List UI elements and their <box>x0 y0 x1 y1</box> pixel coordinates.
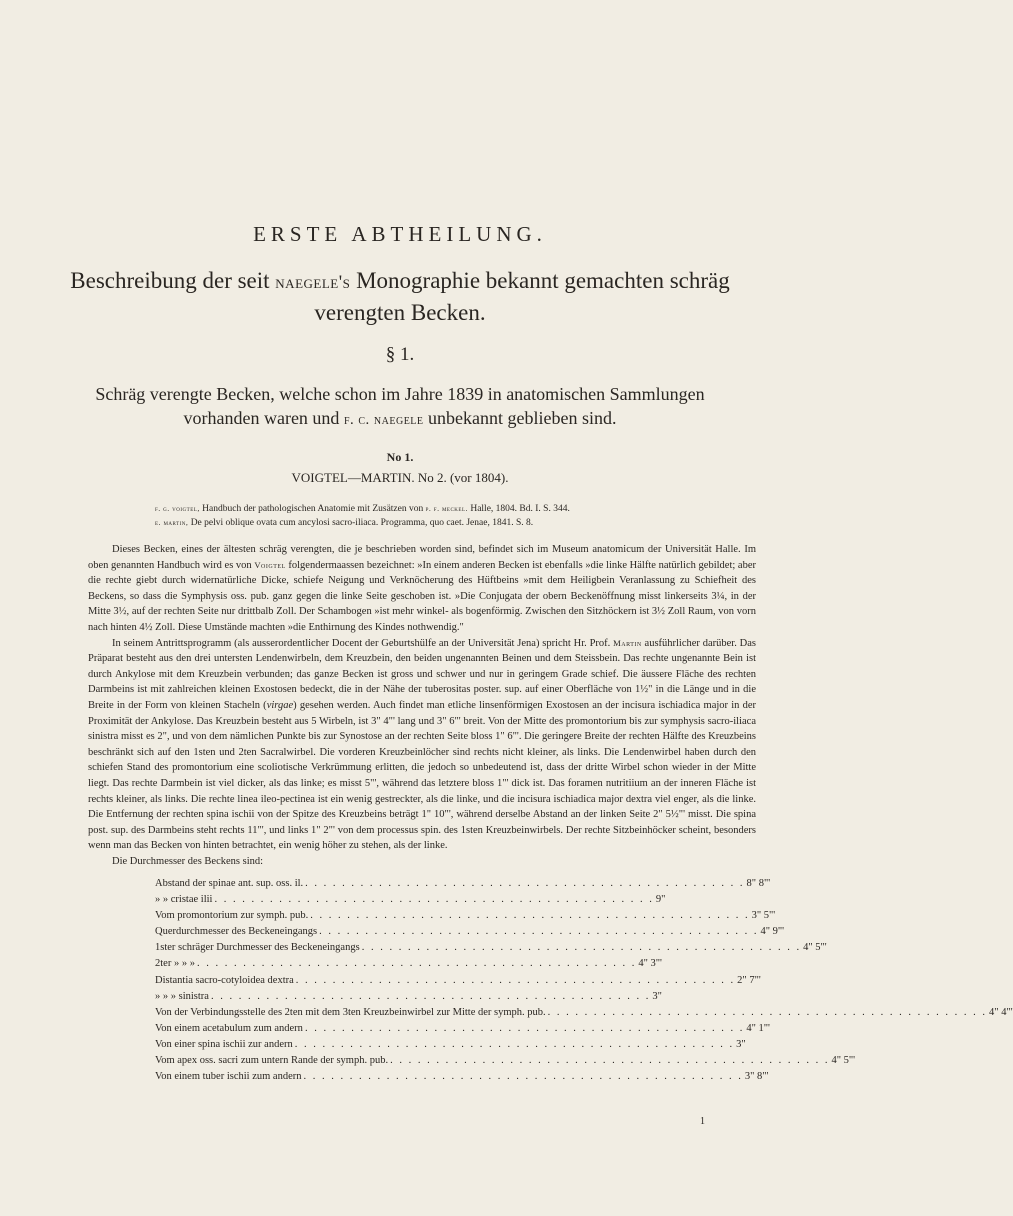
measurement-row <box>155 973 761 989</box>
measurement-value: 3" 5"' <box>751 910 776 922</box>
leader-dots: . . . . . . . . . . . . . . . . . . . . . . . . . . . . . . . . . . . . . . . . . . . . . . . . <box>547 1006 988 1018</box>
main-title-text-end: Monographie bekannt gemachten schräg verengten Becken. <box>314 268 730 325</box>
leader-dots: . . . . . . . . . . . . . . . . . . . . . . . . . . . . . . . . . . . . . . . . . . . . . . . . <box>319 926 759 938</box>
entry-number: No 1. <box>386 450 414 464</box>
measurement-row <box>155 908 776 924</box>
measurement-label: Von einer spina ischii zur andern <box>155 1038 293 1050</box>
measurement-label: Vom promontorium zur symph. pub. <box>155 910 309 922</box>
measurement-value: 3" 8"' <box>744 1071 769 1083</box>
leader-dots: . . . . . . . . . . . . . . . . . . . . . . . . . . . . . . . . . . . . . . . . . . . . . . . . <box>304 1022 745 1034</box>
reference-text: De pelvi oblique ovata cum ancylosi sacro-iliaca. Programma, quo caet. Jenae, 1841. S. 8. <box>188 518 534 528</box>
paragraph <box>88 636 756 854</box>
subtitle-text-end: unbekannt geblieben sind. <box>423 408 617 428</box>
measurement-label: 1ster schräger Durchmesser des Beckeneingangs <box>155 942 360 954</box>
measurements-list <box>155 876 1013 1085</box>
paragraph-text: folgendermaassen bezeichnet: »In einem anderen Becken ist ebenfalls »die linke Hälfte natürlich gebildet; aber die rechte giebt durch widernatürliche Dicke, schiefe Neigung und Verknöcherung des Hüftbeins »mit dem Heiligbein Veranlassung zu Schiefheit des Beckens, so dass die Symphysis oss. pub. ganz gegen die linke Seite geschoben ist. »Die Conjugata der obern Beckenöffnung misst linkerseits 3¼, in der Mitte 3½, auf der rechten Seite nur drittbalb Zoll. Der Schambogen »ist mehr winkel- als bogenförmig. Zwischen den Sitzhöckern ist 3½ Zoll Raum, von vorn nach hinten 4½ Zoll. Diese Umstände machten »die Enthirnung des Kindes nothwendig." <box>88 559 756 633</box>
paragraph-text: ausführlicher darüber. Das Präparat besteht aus den drei untersten Lendenwirbeln, dem Kreuzbein, den beiden ungenannten Beinen und dem Steissbein. Das rechte ungenannte Bein ist durch Ankylose mit dem Kreuzbein verbunden; das ganze Becken ist gross und schwer und nur in geringem Grade schief. Die äussere Fläche des rechten Darmbeins ist mit zahlreichen kleinen Exostosen bedeckt, die in der Nähe der tuberositas poster. sup. auf einer Oberfläche von 1½" in die Länge und in die Breite in der Form von kleinen Stacheln ( <box>88 637 756 711</box>
measurement-label: Von einem tuber ischii zum andern <box>155 1071 302 1083</box>
measurement-value: 4" 4"' <box>989 1006 1013 1018</box>
leader-dots: . . . . . . . . . . . . . . . . . . . . . . . . . . . . . . . . . . . . . . . . . . . . . . . . <box>361 942 802 954</box>
leader-dots: . . . . . . . . . . . . . . . . . . . . . . . . . . . . . . . . . . . . . . . . . . . . . . . . <box>294 1038 735 1050</box>
cited-name: Martin <box>613 637 642 648</box>
leader-dots: . . . . . . . . . . . . . . . . . . . . . . . . . . . . . . . . . . . . . . . . . . . . . . . . <box>303 1071 743 1083</box>
section-subtitle <box>85 382 715 432</box>
leader-dots: . . . . . . . . . . . . . . . . . . . . . . . . . . . . . . . . . . . . . . . . . . . . . . . . <box>310 910 750 922</box>
italic-term: virgae <box>266 699 294 711</box>
measurement-label: Querdurchmesser des Beckeneingangs <box>155 926 318 938</box>
measurement-label: Abstand der spinae ant. sup. oss. il. <box>155 878 304 889</box>
measurement-row <box>155 956 662 972</box>
reference-text: Handbuch der pathologischen Anatomie mit Zusätzen von <box>199 504 426 514</box>
paragraph-text: ) gesehen werden. Auch findet man etliche linsenförmigen Exostosen an der incisura ischiadica major in der Proximität der Ankylose. Das Kreuzbein besteht aus 5 Wirbeln, ist 3" 4"' lang und 3" 6"' breit. Von der Mitte des promontorium bis zur symphysis sacro-iliaca sinistra misst es 2", und von dem nämlichen Punkte bis zur Synostose an der rechten Seite bloss 1" 6"'. Die geringere Breite der rechten Hälfte des Kreuzbeins beschränkt sich auf den 1sten und 2ten Sacralwirbel. Die vorderen Kreuzbeinlöcher sind rechts nicht kleiner, als links. Die Lendenwirbel haben durch den schiefen Stand des promontorium eine scoliotische Verkrümmung erlitten, die jedoch so unbedeutend ist, dass der dritte Wirbel schon wieder in der Mitte liegt. Das rechte Darmbein ist viel dicker, als das linke; es misst 5"', während das letztere bloss 1"' dick ist. Das foramen nutritiium an der inneren Fläche ist rechts kleiner, als links. Die rechte linea ileo-pectinea ist ein wenig gestreckter, als die linke, und die incisura ischiadica major dextra viel enger, als die linke. Die Entfernung der rechten spina ischii von der Spitze des Kreuzbeins beträgt 1" 10"', während derselbe Abstand an der linken Seite 2" 5½"' misst. Die spina post. sup. des Darmbeins steht rechts 11"', und links 1" 2"' von dem processus spin. des 1sten Kreuzbeinwirbels. Der rechte Sitzbeinhöcker scheint, besonders wenn man das Becken von hinten betrachtet, ein wenig höher zu stehen, als der linke. <box>88 699 756 852</box>
paragraph-text: Dieses Becken, eines der ältesten schräg verengten, die je beschrieben worden sind, befindet sich im Museum anatomicum der Universität Halle. Im oben genannten Handbuch wird es von <box>88 544 756 571</box>
main-title-text: Beschreibung der seit <box>70 268 276 293</box>
section-number: § 1. <box>385 344 415 365</box>
measures-intro: Die Durchmesser des Beckens sind: <box>112 855 264 867</box>
measurement-row <box>155 1005 1013 1021</box>
leader-dots: . . . . . . . . . . . . . . . . . . . . . . . . . . . . . . . . . . . . . . . . . . . . . . . . <box>390 1055 830 1067</box>
leader-dots: . . . . . . . . . . . . . . . . . . . . . . . . . . . . . . . . . . . . . . . . . . . . . . . . <box>196 958 637 970</box>
reference-item <box>155 516 715 530</box>
measurement-value: 3" <box>736 1038 746 1050</box>
measurement-value: 4" 1"' <box>746 1022 770 1034</box>
measurement-row <box>155 1037 746 1053</box>
measurement-value: 2" 7"' <box>737 974 761 986</box>
references <box>155 502 715 530</box>
measurement-row <box>155 876 771 892</box>
paragraph-text: In seinem Antrittsprogramm (als ausserordentlicher Docent der Geburtshülfe an der Universität Jena) spricht Hr. Prof. <box>112 637 614 649</box>
measurement-value: 4" 9"' <box>760 926 785 938</box>
leader-dots: . . . . . . . . . . . . . . . . . . . . . . . . . . . . . . . . . . . . . . . . . . . . . . . . <box>305 878 745 889</box>
measurement-row <box>155 924 785 940</box>
paragraph <box>88 542 756 636</box>
measurement-value: 4" 5"' <box>831 1055 856 1067</box>
cited-name: Voigtel <box>254 559 286 570</box>
measurement-row <box>155 940 827 956</box>
leader-dots: . . . . . . . . . . . . . . . . . . . . . . . . . . . . . . . . . . . . . . . . . . . . . . . . <box>210 990 651 1002</box>
measurement-value: 9" <box>655 894 666 906</box>
part-title: ERSTE ABTHEILUNG. <box>253 222 547 246</box>
reference-editor: p. f. meckel. <box>425 504 468 513</box>
leader-dots: . . . . . . . . . . . . . . . . . . . . . . . . . . . . . . . . . . . . . . . . . . . . . . . . <box>214 894 654 906</box>
main-title <box>70 266 730 328</box>
measurement-value: 3" <box>652 990 662 1002</box>
measurement-label: Von einem acetabulum zum andern <box>155 1022 303 1034</box>
measurement-row <box>155 892 666 908</box>
entry-heading: VOIGTEL—MARTIN. No 2. (vor 1804). <box>291 470 509 485</box>
measurement-row <box>155 1069 769 1085</box>
reference-item <box>155 502 715 516</box>
measurement-label: Distantia sacro-cotyloidea dextra <box>155 974 294 986</box>
measurement-row <box>155 1021 770 1037</box>
measurement-label: Von der Verbindungsstelle des 2ten mit dem 3ten Kreuzbeinwirbel zur Mitte der symph. pub. <box>155 1006 546 1018</box>
measurement-value: 8" 8"' <box>746 878 771 889</box>
measurement-label: » » » sinistra <box>155 990 209 1002</box>
reference-author: f. g. voigtel, <box>155 504 200 513</box>
page-number: 1 <box>700 1116 705 1127</box>
measurement-row <box>155 989 662 1005</box>
body-text <box>88 542 756 869</box>
measurement-value: 4" 3"' <box>638 958 662 970</box>
leader-dots: . . . . . . . . . . . . . . . . . . . . . . . . . . . . . . . . . . . . . . . . . . . . . . . . <box>295 974 736 986</box>
measurement-value: 4" 5"' <box>803 942 827 954</box>
main-title-author: naegele's <box>275 272 351 293</box>
measurement-row <box>155 1053 856 1069</box>
subtitle-text: Schräg verengte Becken, welche schon im Jahre 1839 in anatomischen Sammlungen vorhanden waren und <box>95 384 705 428</box>
measurement-label: Vom apex oss. sacri zum untern Rande der symph. pub. <box>155 1055 389 1067</box>
measurement-label: » » cristae ilii <box>155 894 213 906</box>
reference-author: e. martin, <box>155 518 189 527</box>
measurement-label: 2ter » » » <box>155 958 195 970</box>
subtitle-author: f. c. naegele <box>343 412 424 428</box>
reference-text-end: Halle, 1804. Bd. I. S. 344. <box>467 504 570 514</box>
